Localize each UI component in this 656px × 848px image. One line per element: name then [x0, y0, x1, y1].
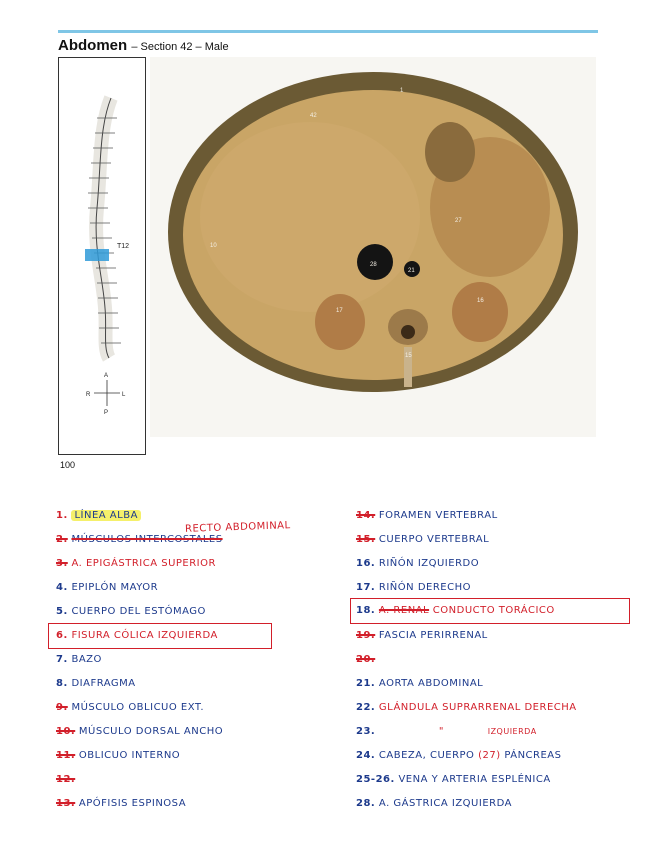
note-left-correction: RECTO ABDOMINAL — [184, 520, 291, 535]
svg-text:P: P — [104, 410, 109, 416]
svg-text:R: R — [86, 392, 91, 398]
label-1: 1 — [400, 88, 404, 94]
orientation-compass — [94, 380, 120, 406]
note-left-13: 13. APÓFISIS ESPINOSA — [56, 798, 187, 809]
label-15: 15 — [405, 353, 412, 359]
t12-highlight — [85, 249, 109, 261]
page-number: 100 — [60, 460, 76, 470]
note-left-12: 12. — [56, 774, 76, 785]
note-right-20: 20. — [356, 654, 376, 665]
note-left-7: 7. BAZO — [56, 654, 102, 665]
note-left-11: 11. OBLICUO INTERNO — [56, 750, 181, 761]
note-left-1: 1. LÍNEA ALBA — [56, 510, 141, 521]
note-left-9: 9. MÚSCULO OBLICUO EXT. — [56, 702, 205, 713]
label-10: 10 — [210, 243, 217, 249]
title-text: Abdomen — [58, 37, 128, 54]
spine-label: T12 — [117, 243, 130, 250]
label-42: 42 — [310, 113, 317, 119]
cross-section-image — [150, 57, 596, 437]
cross-section-illustration — [150, 57, 596, 437]
note-right-23: 23. " IZQUIERDA — [356, 726, 537, 737]
note-right-18: 18. A. RENAL CONDUCTO TORÁCICO — [356, 605, 555, 616]
note-right-25: 25-26. VENA Y ARTERIA ESPLÉNICA — [356, 774, 551, 785]
spine-diagram — [58, 57, 146, 455]
note-right-14: 14. FORAMEN VERTEBRAL — [356, 510, 498, 521]
spine-illustration — [59, 58, 147, 456]
page-title — [58, 37, 229, 54]
label-27: 27 — [455, 218, 462, 224]
note-right-17: 17. RIÑÓN DERECHO — [356, 582, 471, 593]
note-right-16: 16. RIÑÓN IZQUIERDO — [356, 558, 480, 569]
note-left-10: 10. MÚSCULO DORSAL ANCHO — [56, 726, 224, 737]
note-left-8: 8. DIAFRAGMA — [56, 678, 136, 689]
header-rule — [58, 30, 598, 33]
svg-text:A: A — [104, 373, 109, 379]
note-left-4: 4. EPIPLÓN MAYOR — [56, 582, 159, 593]
note-right-24: 24. CABEZA, CUERPO (27) PÁNCREAS — [356, 750, 562, 761]
handwritten-notes — [0, 490, 656, 830]
note-right-15: 15. CUERPO VERTEBRAL — [356, 534, 490, 545]
note-left-5: 5. CUERPO DEL ESTÓMAGO — [56, 606, 206, 617]
label-21: 21 — [408, 268, 415, 274]
note-left-3: 3. A. EPIGÁSTRICA SUPERIOR — [56, 558, 216, 569]
label-16: 16 — [477, 298, 484, 304]
note-right-28: 28. A. GÁSTRICA IZQUIERDA — [356, 798, 512, 809]
label-28: 28 — [370, 262, 377, 268]
note-right-19: 19. FASCIA PERIRRENAL — [356, 630, 488, 641]
note-left-2: 2. MÚSCULOS INTERCOSTALES — [56, 534, 223, 545]
svg-text:L: L — [122, 392, 126, 398]
note-left-6: 6. FISURA CÓLICA IZQUIERDA — [56, 630, 218, 641]
label-17: 17 — [336, 308, 343, 314]
title-subtitle: – Section 42 – Male — [131, 41, 229, 53]
note-right-21: 21. AORTA ABDOMINAL — [356, 678, 484, 689]
note-right-22: 22. GLÁNDULA SUPRARRENAL DERECHA — [356, 702, 577, 713]
